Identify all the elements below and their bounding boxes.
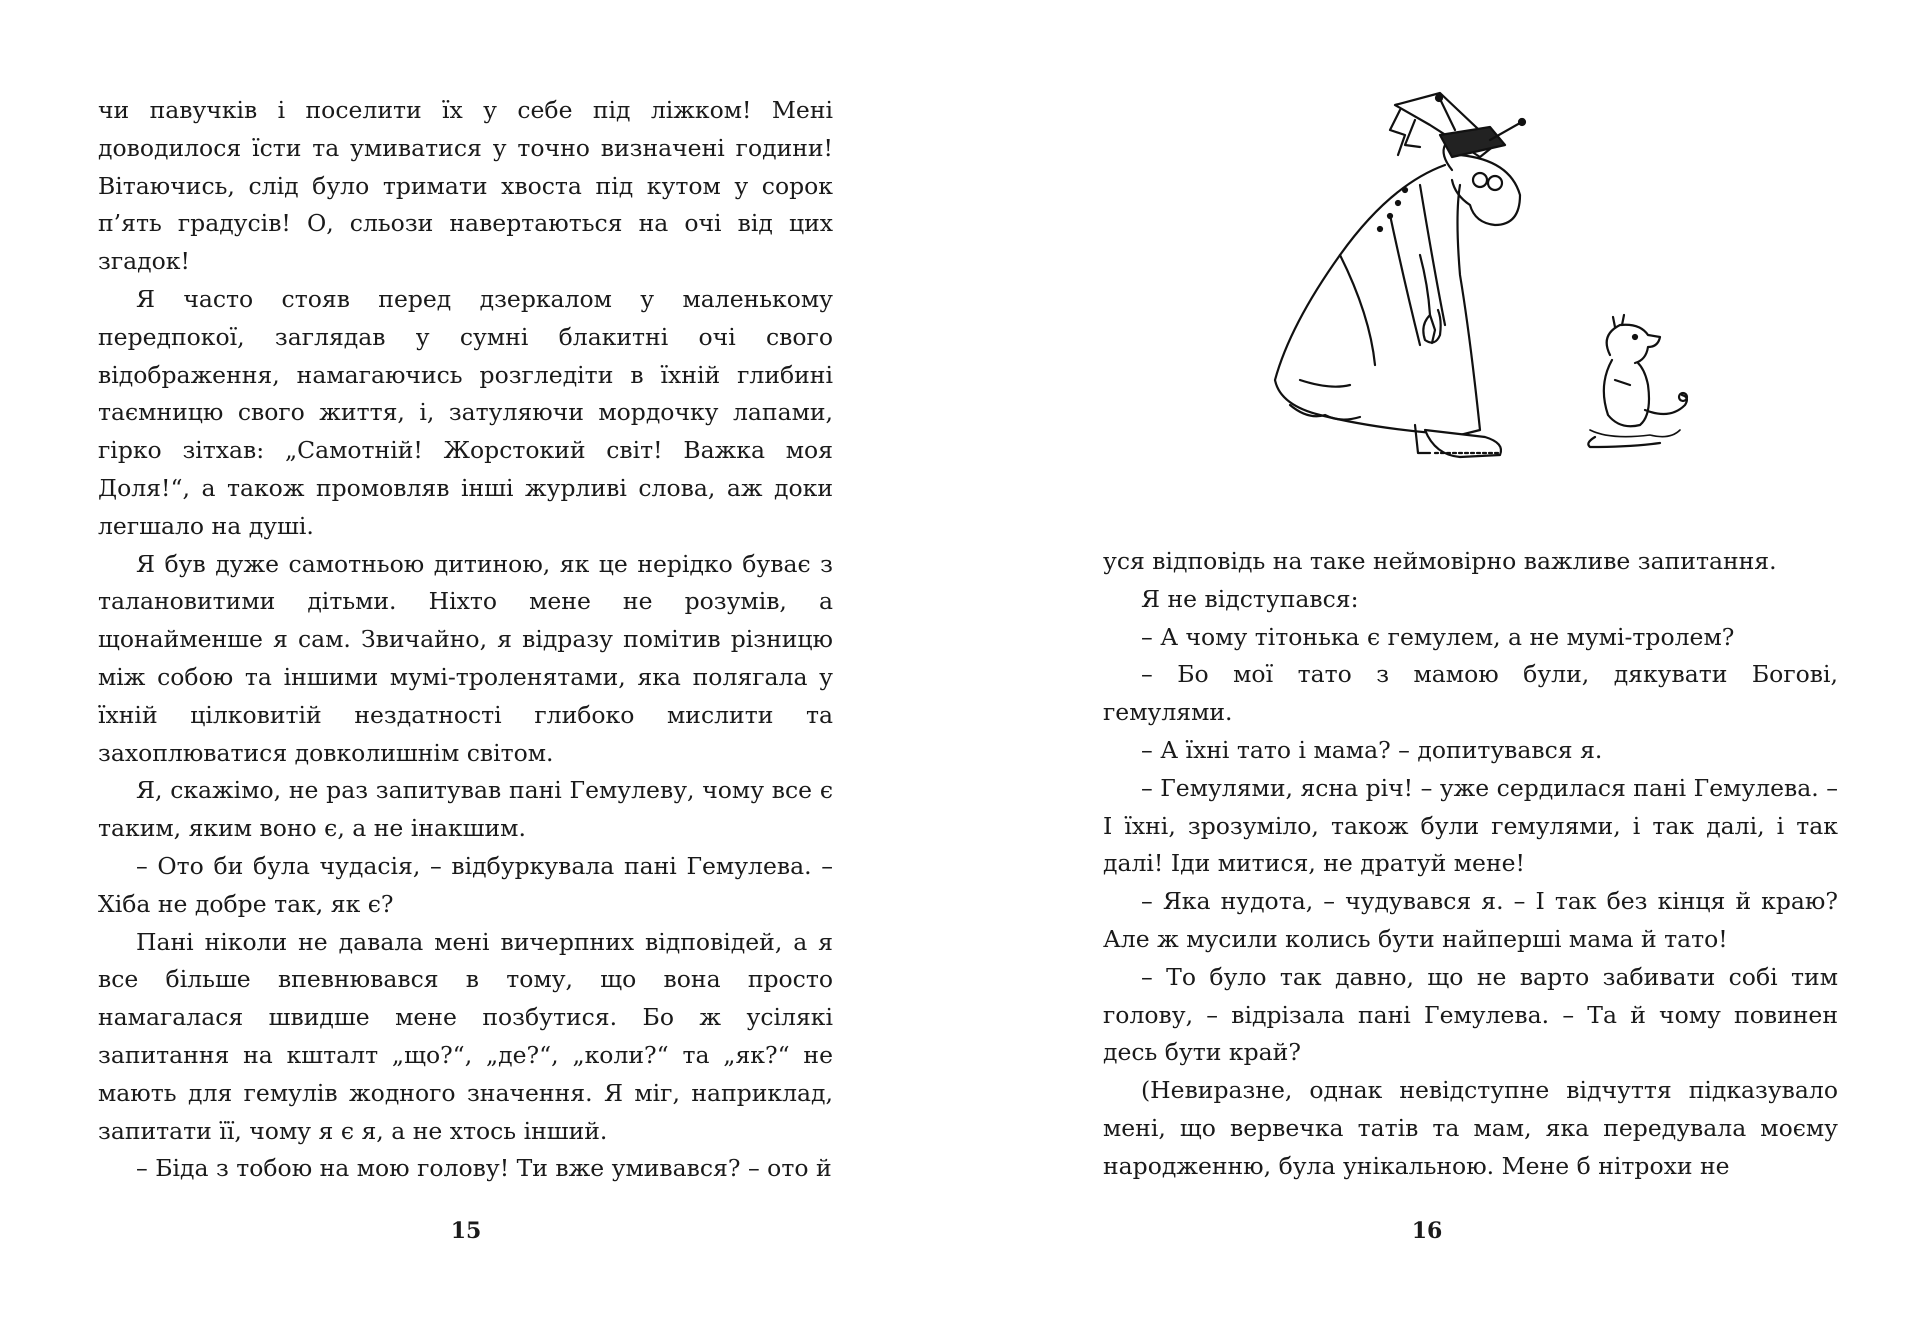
paragraph: (Невиразне, однак невідступне відчуття підказувало мені, що вервечка татів та мам, яка передувала моєму народженню, була унікальною. Мене б нітрохи не [1103, 1076, 1838, 1180]
paragraph: Пані ніколи не давала мені вичерпних відповідей, а я все більше впевнювався в тому, що вона просто намагалася швидше мене позбутися. Бо ж усілякі запитання на кшталт „що?“, „де?“, „коли?“ та „як?“ не мають для гемулів жодного значення. Я міг, наприклад, запитати її, чому я є я, а не хтось інший. [98, 927, 833, 1145]
paragraph: – Яка нудота, – чудувався я. – І так без кінця й краю? Але ж мусили колись бути найперші мама й тато! [1103, 887, 1838, 953]
paragraph: – Біда з тобою на мою голову! Ти вже умивався? – ото й [136, 1154, 832, 1183]
paragraph: Я був дуже самотньою дитиною, як це нерідко буває з талановитими дітьми. Ніхто мене не розумів, а щонайменше я сам. Звичайно, я відразу помітив різницю між собою та іншими мумі-троленятами, яка полягала у їхній цілковитій нездатності глибоко мислити та захоплюватися довколишнім світом. [98, 549, 833, 767]
paragraph: – Ото би була чудасія, – відбуркувала пані Гемулева. – Хіба не добре так, як є? [98, 851, 833, 918]
page-number-right: 16 [1411, 1218, 1443, 1244]
paragraph: Я, скажімо, не раз запитував пані Гемулеву, чому все є таким, яким воно є, а не інакшим. [98, 776, 833, 843]
paragraph: – Бо мої тато з мамою були, дякувати Богові, гемулями. [1103, 660, 1838, 727]
hemulen-and-moomin-illustration [1190, 85, 1730, 505]
paragraph: Я часто стояв перед дзеркалом у маленькому передпокої, заглядав у сумні блакитні очі свого відображення, намагаючись розгледіти в їхній глибині таємницю свого життя, і, затуляючи мордочку лапами, гірко зітхав: „Самотній! Жорстокий світ! Важка моя Доля!“, а також промовляв інші журливі слова, аж доки легшало на душі. [98, 284, 833, 540]
paragraph: – Гемулями, ясна річ! – уже сердилася пані Гемулева. – І їхні, зрозуміло, також були гемулями, і так далі, і так далі! Іди митися, не дратуй мене! [1103, 773, 1838, 878]
paragraph: уся відповідь на таке неймовірно важливе запитання. [1103, 547, 1777, 575]
paragraph: Я не відступався: [1141, 584, 1359, 613]
hemulen-figure [1275, 93, 1525, 457]
paragraph: – А їхні тато і мама? – допитувався я. [1141, 735, 1603, 764]
paragraph: чи павучків і поселити їх у себе під ліжком! Мені доводилося їсти та умиватися у точно визначені години! Вітаючись, слід було тримати хвоста під кутом у сорок п’ять градусів! О, сльози навертаються на очі від цих згадок! [98, 96, 833, 276]
right-page-text [1103, 543, 1838, 1186]
page-number-left: 15 [450, 1218, 482, 1244]
paragraph: – А чому тітонька є гемулем, а не мумі-тролем? [1141, 622, 1735, 651]
moomin-figure [1588, 315, 1687, 447]
left-page-text [98, 92, 833, 1188]
paragraph: – То було так давно, що не варто забивати собі тим голову, – відрізала пані Гемулева. – Та й чому повинен десь бути край? [1103, 962, 1838, 1067]
right-page [960, 0, 1920, 1324]
